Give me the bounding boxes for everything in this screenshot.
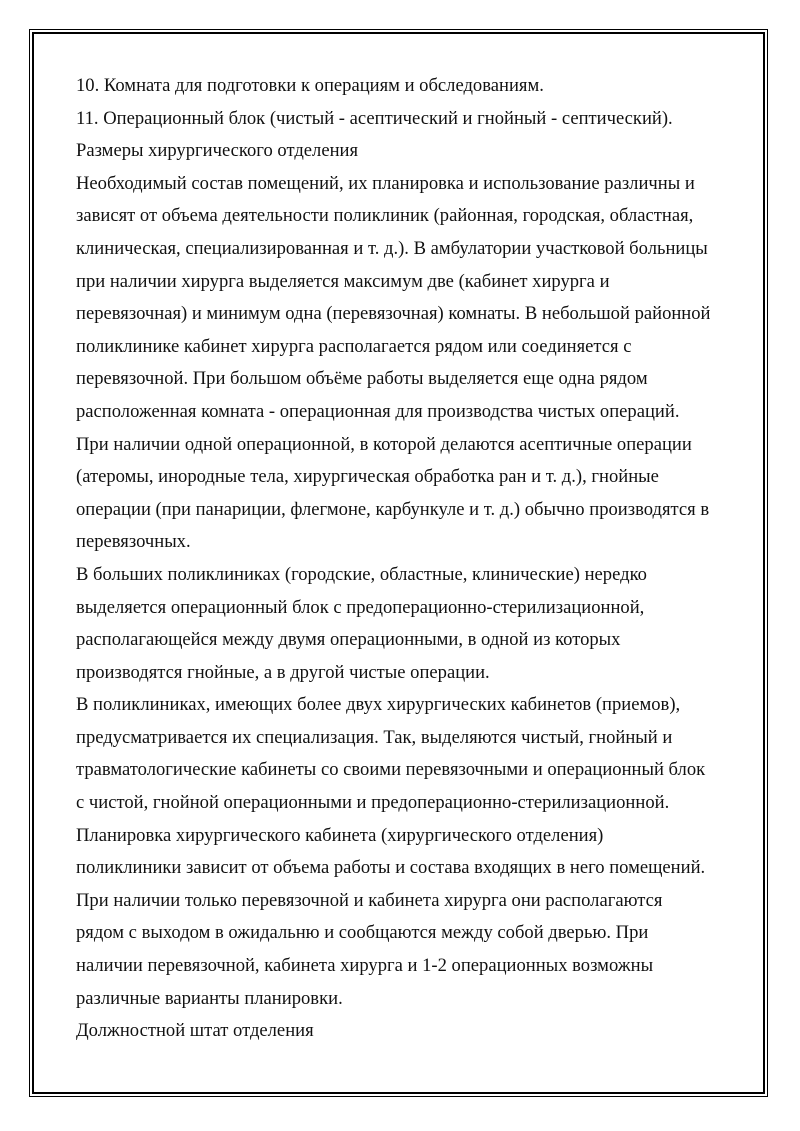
text-line: зависят от объема деятельности поликлиник (районная, городская, областная,	[76, 205, 694, 227]
text-line: при наличии хирурга выделяется максимум две (кабинет хирурга и	[76, 270, 610, 292]
document-text	[76, 70, 736, 1048]
text-line: травматологические кабинеты со своими перевязочными и операционный блок	[76, 759, 706, 781]
text-line: расположенная комната - операционная для производства чистых операций.	[76, 400, 680, 422]
text-line: поликлиники зависит от объема работы и состава входящих в него помещений.	[76, 857, 706, 879]
text-line: В больших поликлиниках (городские, областные, клинические) нередко	[76, 563, 647, 585]
text-line: производятся гнойные, а в другой чистые операции.	[76, 661, 490, 683]
text-line: Необходимый состав помещений, их планировка и использование различны и	[76, 172, 695, 194]
text-line: рядом с выходом в ожидальню и сообщаются между собой дверью. При	[76, 922, 649, 944]
text-line: с чистой, гнойной операционными и предоперационно-стерилизационной.	[76, 792, 670, 814]
text-line: В поликлиниках, имеющих более двух хирургических кабинетов (приемов),	[76, 694, 681, 716]
text-line: При наличии только перевязочной и кабинета хирурга они располагаются	[76, 889, 663, 911]
text-line: располагающейся между двумя операционными, в одной из которых	[76, 629, 621, 651]
text-line: перевязочной. При большом объёме работы выделяется еще одна рядом	[76, 368, 648, 390]
text-line: 11. Операционный блок (чистый - асептический и гнойный - септический).	[76, 107, 673, 129]
text-line: При наличии одной операционной, в которой делаются асептичные операции	[76, 433, 692, 455]
text-line: перевязочная) и минимум одна (перевязочная) комнаты. В небольшой районной	[76, 303, 711, 325]
text-line: клиническая, специализированная и т. д.). В амбулатории участковой больницы	[76, 237, 708, 259]
section-heading: Должностной штат отделения	[76, 1020, 314, 1042]
text-line: Планировка хирургического кабинета (хирургического отделения)	[76, 824, 604, 846]
section-heading: Размеры хирургического отделения	[76, 140, 359, 162]
text-line: перевязочных.	[76, 531, 191, 553]
text-line: операции (при панариции, флегмоне, карбункуле и т. д.) обычно производятся в	[76, 498, 710, 520]
text-line: (атеромы, инородные тела, хирургическая обработка ран и т. д.), гнойные	[76, 466, 659, 488]
text-line: наличии перевязочной, кабинета хирурга и 1-2 операционных возможны	[76, 955, 654, 977]
text-line: выделяется операционный блок с предоперационно-стерилизационной,	[76, 596, 645, 618]
text-line: поликлинике кабинет хирурга располагается рядом или соединяется с	[76, 335, 632, 357]
text-line: предусматривается их специализация. Так, выделяются чистый, гнойный и	[76, 726, 673, 748]
text-line: различные варианты планировки.	[76, 987, 343, 1009]
text-line: 10. Комната для подготовки к операциям и обследованиям.	[76, 75, 544, 96]
